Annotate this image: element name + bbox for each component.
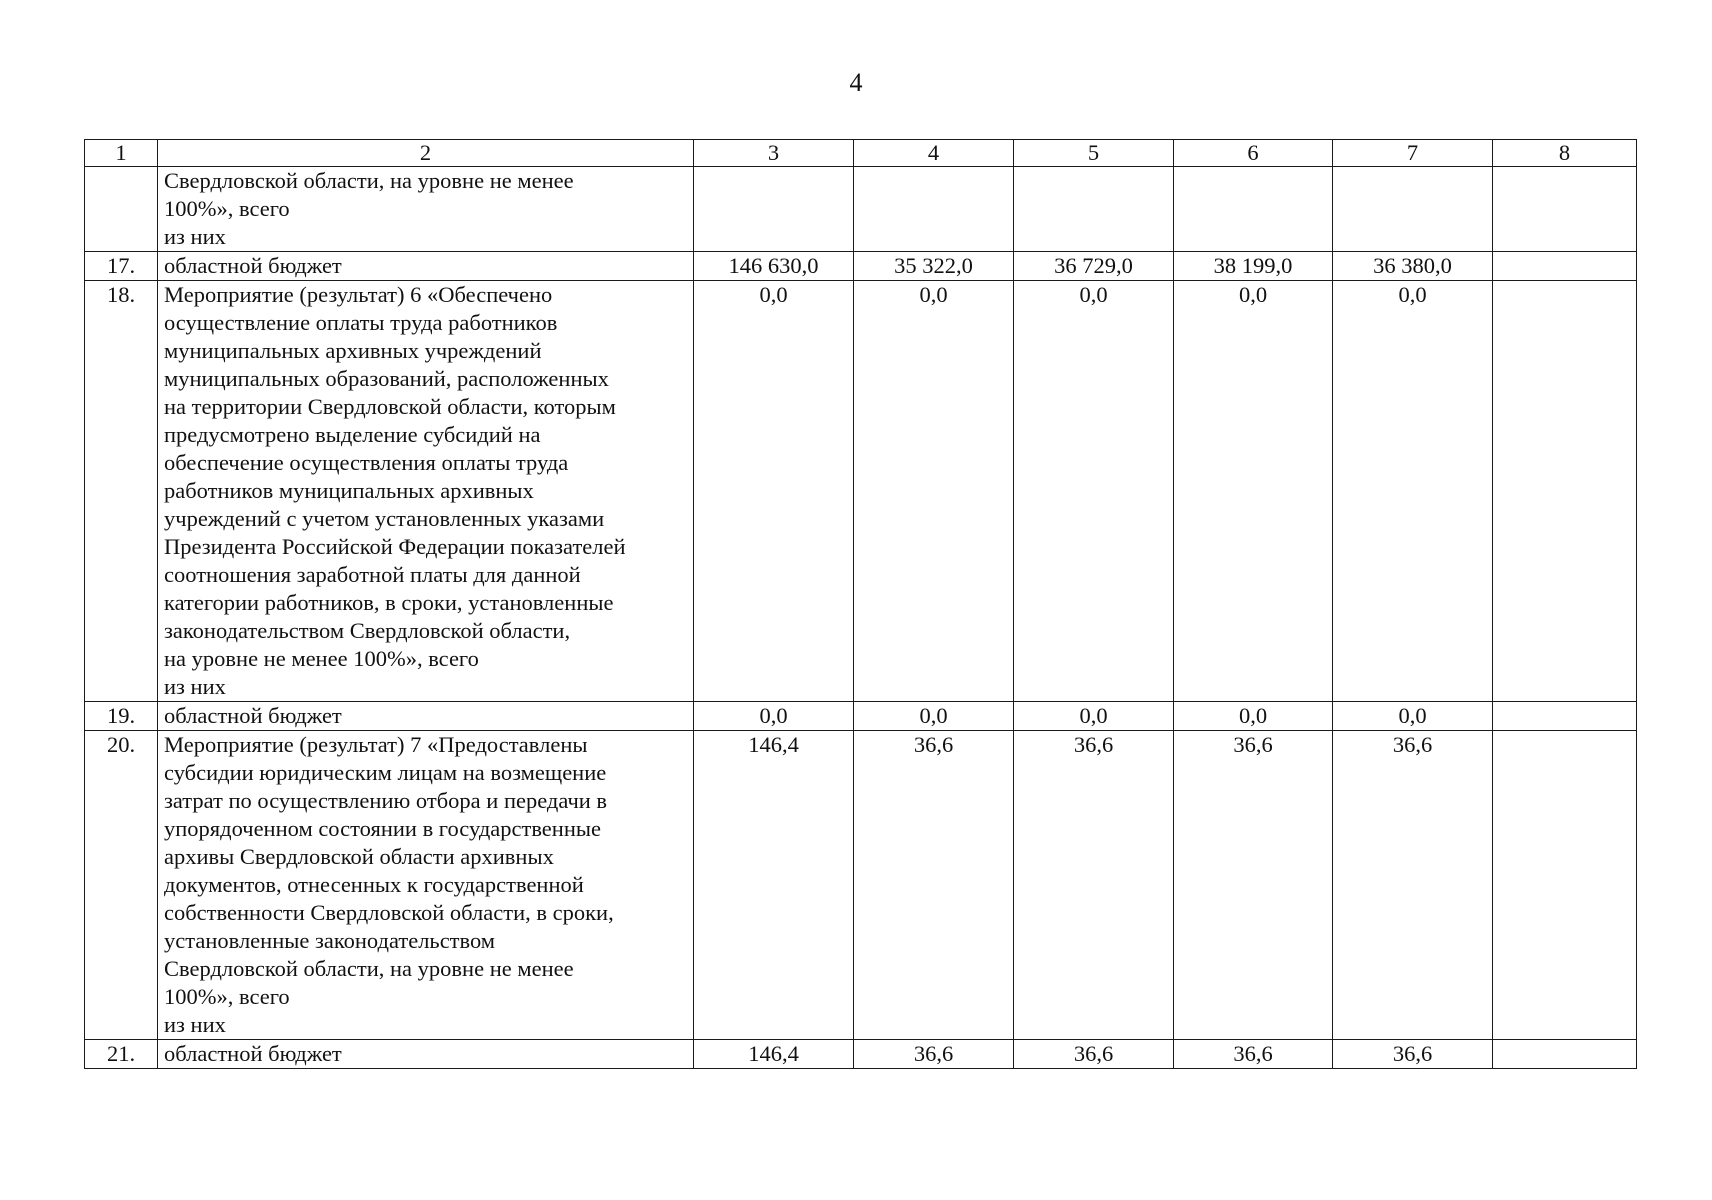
- value-cell: 36,6: [1174, 1040, 1333, 1069]
- value-cell: 0,0: [694, 702, 854, 731]
- value-cell: 146,4: [694, 1040, 854, 1069]
- description-line: областной бюджет: [164, 1041, 342, 1066]
- description-line: Мероприятие (результат) 7 «Предоставлены: [164, 732, 588, 757]
- row-description: [158, 702, 694, 731]
- value-cell: [694, 167, 854, 252]
- value-cell: 36,6: [1174, 731, 1333, 1040]
- description-line: Свердловской области, на уровне не менее: [164, 956, 574, 981]
- table-row: [85, 281, 1637, 702]
- value-cell: [854, 167, 1014, 252]
- description-line: из них: [164, 224, 226, 249]
- value-cell: 0,0: [1174, 702, 1333, 731]
- row-number: 18.: [85, 281, 158, 702]
- value-cell: [1493, 1040, 1637, 1069]
- description-line: упорядоченном состоянии в государственные: [164, 816, 601, 841]
- column-header: 1: [85, 140, 158, 167]
- value-cell: 0,0: [854, 281, 1014, 702]
- row-description: [158, 1040, 694, 1069]
- value-cell: 38 199,0: [1174, 252, 1333, 281]
- description-line: субсидии юридическим лицам на возмещение: [164, 760, 607, 785]
- column-header: 6: [1174, 140, 1333, 167]
- description-line: архивы Свердловской области архивных: [164, 844, 554, 869]
- table-header-row: [85, 140, 1637, 167]
- row-description: [158, 252, 694, 281]
- table-row: [85, 167, 1637, 252]
- description-line: из них: [164, 674, 226, 699]
- description-line: муниципальных архивных учреждений: [164, 338, 542, 363]
- value-cell: 0,0: [1333, 702, 1493, 731]
- description-line: осуществление оплаты труда работников: [164, 310, 558, 335]
- value-cell: 0,0: [694, 281, 854, 702]
- value-cell: 0,0: [1014, 281, 1174, 702]
- column-header: 4: [854, 140, 1014, 167]
- description-line: муниципальных образований, расположенных: [164, 366, 609, 391]
- column-header: 5: [1014, 140, 1174, 167]
- table-row: [85, 252, 1637, 281]
- column-header: 3: [694, 140, 854, 167]
- column-header: 2: [158, 140, 694, 167]
- description-line: Свердловской области, на уровне не менее: [164, 168, 574, 193]
- table-row: [85, 1040, 1637, 1069]
- description-line: соотношения заработной платы для данной: [164, 562, 581, 587]
- row-description: [158, 731, 694, 1040]
- row-number: [85, 167, 158, 252]
- description-line: 100%», всего: [164, 196, 290, 221]
- description-line: работников муниципальных архивных: [164, 478, 534, 503]
- description-line: обеспечение осуществления оплаты труда: [164, 450, 569, 475]
- description-line: затрат по осуществлению отбора и передачи в: [164, 788, 608, 813]
- description-line: учреждений с учетом установленных указами: [164, 506, 605, 531]
- table-row: [85, 702, 1637, 731]
- value-cell: 36,6: [1333, 1040, 1493, 1069]
- table-row: [85, 731, 1637, 1040]
- value-cell: [1014, 167, 1174, 252]
- value-cell: 36,6: [854, 731, 1014, 1040]
- description-line: собственности Свердловской области, в сроки,: [164, 900, 614, 925]
- value-cell: 36 380,0: [1333, 252, 1493, 281]
- description-line: областной бюджет: [164, 253, 342, 278]
- description-line: категории работников, в сроки, установленные: [164, 590, 614, 615]
- value-cell: 36,6: [854, 1040, 1014, 1069]
- page-number: 4: [849, 68, 863, 97]
- description-line: Мероприятие (результат) 6 «Обеспечено: [164, 282, 553, 307]
- description-line: законодательством Свердловской области,: [164, 618, 571, 643]
- row-number: 20.: [85, 731, 158, 1040]
- row-description: [158, 167, 694, 252]
- row-number: 19.: [85, 702, 158, 731]
- value-cell: 36,6: [1014, 1040, 1174, 1069]
- value-cell: [1493, 167, 1637, 252]
- row-number: 17.: [85, 252, 158, 281]
- value-cell: 36 729,0: [1014, 252, 1174, 281]
- description-line: из них: [164, 1012, 226, 1037]
- value-cell: [1333, 167, 1493, 252]
- column-header: 7: [1333, 140, 1493, 167]
- description-line: 100%», всего: [164, 984, 290, 1009]
- budget-table: [84, 139, 1637, 1069]
- column-header: 8: [1493, 140, 1637, 167]
- description-line: установленные законодательством: [164, 928, 496, 953]
- value-cell: 0,0: [1014, 702, 1174, 731]
- value-cell: [1493, 252, 1637, 281]
- value-cell: 0,0: [854, 702, 1014, 731]
- value-cell: 146,4: [694, 731, 854, 1040]
- row-number: 21.: [85, 1040, 158, 1069]
- description-line: Президента Российской Федерации показателей: [164, 534, 626, 559]
- description-line: предусмотрено выделение субсидий на: [164, 422, 541, 447]
- value-cell: [1493, 281, 1637, 702]
- value-cell: [1493, 702, 1637, 731]
- value-cell: 36,6: [1333, 731, 1493, 1040]
- value-cell: 0,0: [1333, 281, 1493, 702]
- value-cell: 0,0: [1174, 281, 1333, 702]
- value-cell: 35 322,0: [854, 252, 1014, 281]
- value-cell: [1174, 167, 1333, 252]
- value-cell: 36,6: [1014, 731, 1174, 1040]
- description-line: на уровне не менее 100%», всего: [164, 646, 479, 671]
- description-line: документов, отнесенных к государственной: [164, 872, 584, 897]
- value-cell: [1493, 731, 1637, 1040]
- row-description: [158, 281, 694, 702]
- description-line: на территории Свердловской области, которым: [164, 394, 616, 419]
- description-line: областной бюджет: [164, 703, 342, 728]
- value-cell: 146 630,0: [694, 252, 854, 281]
